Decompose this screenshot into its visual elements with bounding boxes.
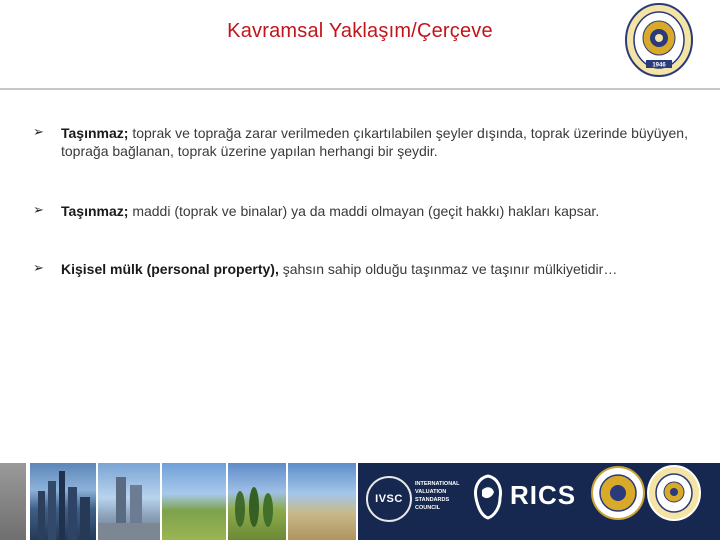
arrow-bullet-icon: ➢ [33, 203, 44, 218]
city-skyline-photo [30, 463, 96, 540]
ankara-university-seal-logo [624, 2, 694, 78]
bullet-item [33, 202, 693, 220]
rics-lion-icon [470, 472, 506, 522]
ivsc-caption: INTERNATIONAL VALUATION STANDARDS COUNCIL [415, 481, 460, 511]
ankara-university-seal-small-logo [646, 464, 702, 522]
bullet-item [33, 260, 693, 278]
bullet-text: maddi (toprak ve binalar) ya da maddi olmayan (geçit hakkı) hakları kapsar. [128, 203, 600, 219]
farmland-photo [288, 463, 356, 540]
arrow-bullet-icon: ➢ [33, 125, 44, 140]
bullet-text: toprak ve toprağa zarar verilmeden çıkartılabilen şeyler dışında, toprak üzerinde büyüyen, toprağa bağlanan, toprak üzerine yapılan herhangi bir şeydir. [61, 125, 688, 159]
seal-year: 1946 [652, 62, 666, 69]
trees-photo [228, 463, 286, 540]
slide-title: Kavramsal Yaklaşım/Çerçeve [227, 20, 493, 42]
field-photo [162, 463, 226, 540]
bullet-text: şahsın sahip olduğu taşınmaz ve taşınır mülkiyetidir… [278, 261, 618, 277]
rics-logo-text: RICS [510, 480, 577, 510]
gold-seal-logo [590, 464, 646, 522]
bullet-term: Taşınmaz; [61, 125, 129, 141]
ivsc-logo: IVSC [366, 476, 412, 522]
tower-photo [98, 463, 160, 540]
footer-gray-strip [0, 463, 26, 540]
header-divider [0, 88, 720, 90]
bullet-term: Kişisel mülk (personal property), [61, 261, 279, 277]
bullet-item [33, 124, 693, 160]
arrow-bullet-icon: ➢ [33, 261, 44, 276]
bullet-term: Taşınmaz; [61, 203, 129, 219]
